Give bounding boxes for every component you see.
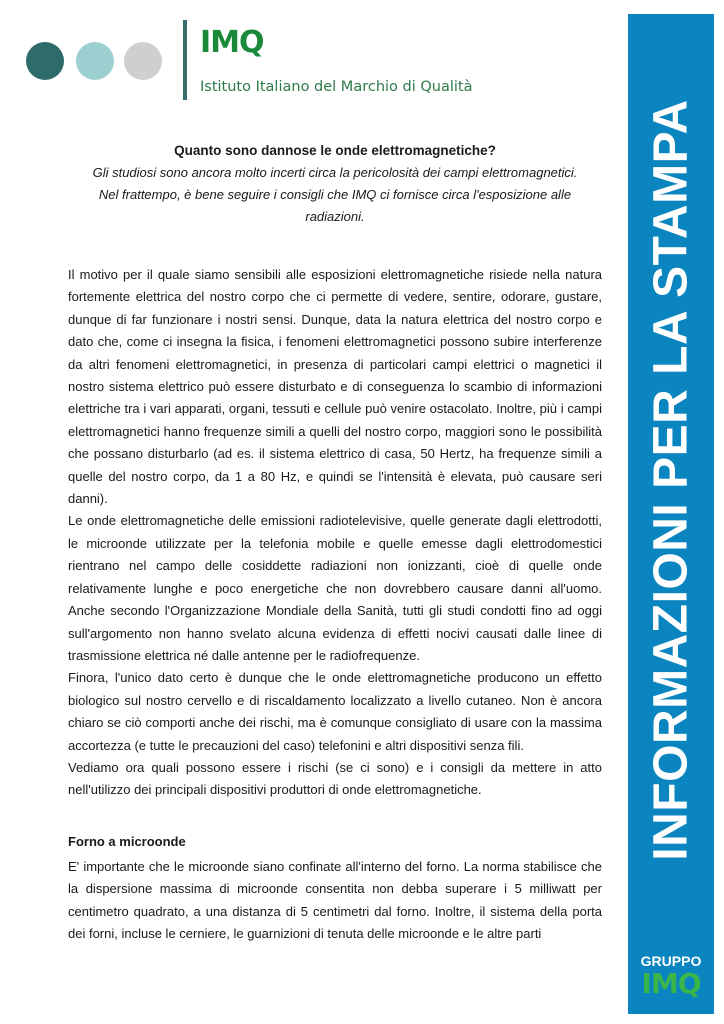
gruppo-imq-text: IMQ xyxy=(641,967,701,1000)
lead-line: Gli studiosi sono ancora molto incerti circa la pericolosità dei campi elettromagnetici. xyxy=(92,165,578,180)
article-lead xyxy=(68,162,602,228)
lead-line: radiazioni. xyxy=(305,209,365,224)
section-paragraph: E' importante che le microonde siano confinate all'interno del forno. La norma stabilisce che la dispersione massima di microonde consentita non debba superare i 5 milliwatt per centimetro quadrato, a una distanza di 5 centimetri dal forno. Inoltre, il sistema della porta dei forni, incluse le cerniere, le guarnizioni di tenuta delle microonde e le altre parti xyxy=(68,859,602,942)
article-title: Quanto sono dannose le onde elettromagnetiche? xyxy=(174,143,496,158)
gruppo-imq-logo xyxy=(628,935,714,1014)
header-divider xyxy=(183,20,187,100)
press-sidebar xyxy=(628,14,714,1014)
institute-name: Istituto Italiano del Marchio di Qualità xyxy=(200,79,473,95)
imq-logo: IMQ xyxy=(200,25,264,60)
gruppo-label: GRUPPO xyxy=(640,953,702,969)
article-body xyxy=(68,264,602,802)
body-paragraph: Finora, l'unico dato certo è dunque che le onde elettromagnetiche producono un effetto biologico sul nostro cervello e di riscaldamento localizzato a livello cutaneo. Non è ancora chiaro se ciò comporti anche dei rischi, ma è comunque consigliato di usare con la massima accortezza (e tutte le precauzioni del caso) telefonini e altri dispositivi senza fili. xyxy=(68,670,602,753)
gray-circle xyxy=(124,42,162,80)
body-paragraph: Vediamo ora quali possono essere i rischi (se ci sono) e i consigli da mettere in atto nell'utilizzo dei principali dispositivi produttori di onde elettromagnetiche. xyxy=(68,759,602,798)
lead-line: Nel frattempo, è bene seguire i consigli che IMQ ci fornisce circa l'esposizione alle xyxy=(98,187,572,202)
body-paragraph: Il motivo per il quale siamo sensibili alle esposizioni elettromagnetiche risiede nella natura fortemente elettrica del nostro corpo che ci permette di vedere, sentire, odorare, gustare, dunque di far funzionare i nostri sensi. Dunque, data la natura elettrica del nostro corpo e dato che, come ci insegna la fisica, i fenomeni elettromagnetici possono subire interferenze da altri fenomeni elettromagnetici, in presenza di particolari campi elettrici o magnetici il nostro sistema elettrico può essere disturbato e di conseguenza lo scambio di informazioni elettriche tra i vari apparati, organi, tessuti e cellule può venire ostacolato. Inoltre, più i campi elettromagnetici hanno frequenze simili a quelli del nostro corpo, maggiori sono le possibilità che possano disturbarlo (ad es. il sistema elettrico di casa, 50 Hertz, ha frequenze simili a quelle del nostro corpo, da 1 a 80 Hz, e quindi se l'intensità è elevata, può causare seri danni). xyxy=(68,267,602,507)
sidebar-vertical-title: INFORMAZIONI PER LA STAMPA xyxy=(644,99,698,861)
section-heading: Forno a microonde xyxy=(68,834,186,849)
section-body xyxy=(68,856,602,946)
light-teal-circle xyxy=(76,42,114,80)
body-paragraph: Le onde elettromagnetiche delle emissioni radiotelevisive, quelle generate dagli elettrodotti, le microonde utilizzate per la telefonia mobile e quelle emesse dagli elettrodomestici rientrano nel campo delle cosiddette radiazioni non ionizzanti, cioè di quelle onde relativamente lunghe e poco energetiche che non dovrebbero causare danni all'uomo. Anche secondo l'Organizzazione Mondiale della Sanità, tutti gli studi condotti fino ad oggi sull'argomento non hanno svelato alcuna evidenza di effetti nocivi causati dalle linee di trasmissione elettrica né dalle antenne per le radiofrequenze. xyxy=(68,513,602,663)
dark-teal-circle xyxy=(26,42,64,80)
